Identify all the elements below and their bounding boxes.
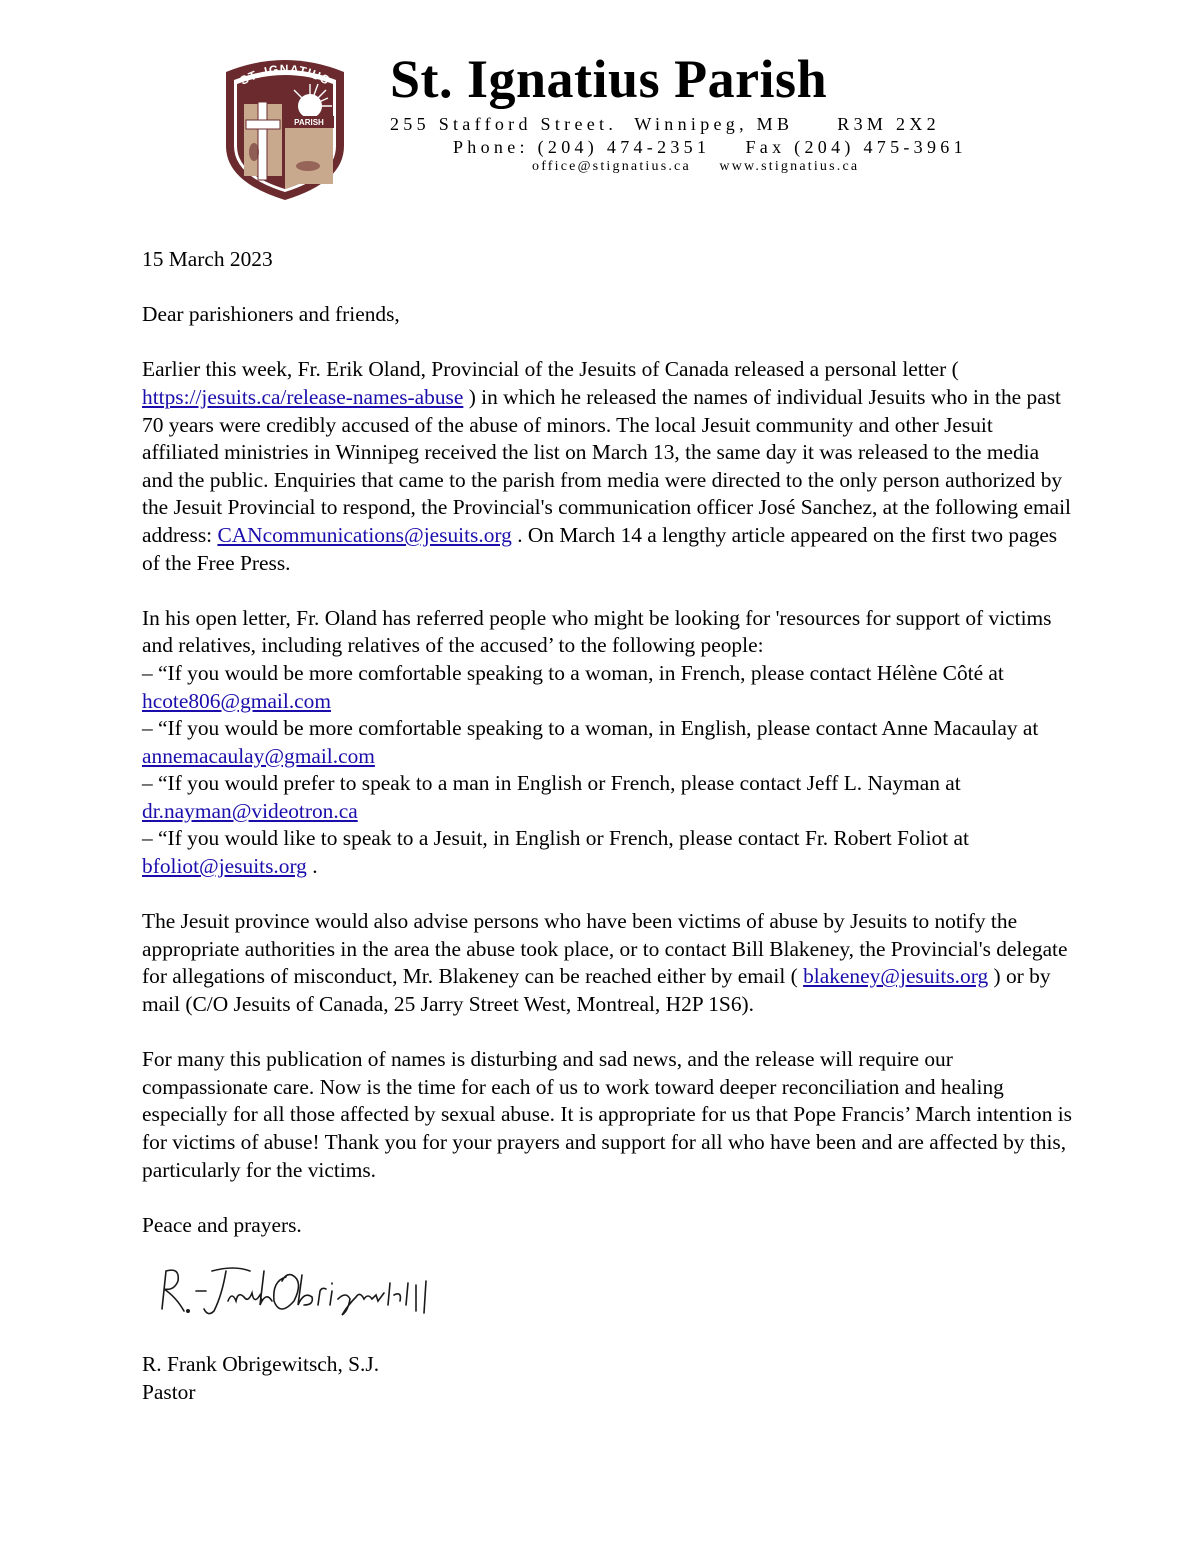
parish-name: St. Ignatius Parish (390, 49, 828, 109)
paragraph-announcement: Earlier this week, Fr. Erik Oland, Provincial of the Jesuits of Canada released a personal letter ( https://jesuits.ca/release-names-abuse ) in which he released the names of individual Jesuits who in the past 70 years were credibly accused of the abuse of minors. The local Jesuit community and other Jesuit affiliated ministries in Winnipeg received the list on March 13, the same day it was released to the media and the public. Enquiries that came to the parish from media were directed to the only person authorized by the Jesuit Provincial to respond, the Provincial's communication officer José Sanchez, at the following email address: CANcommunications@jesuits.org . On March 14 a lengthy article appeared on the first two pages of the Free Press. (142, 357, 1071, 575)
letterhead (0, 0, 1200, 210)
paragraph-authorities: The Jesuit province would also advise persons who have been victims of abuse by Jesuits to notify the appropriate authorities in the area the abuse took place, or to contact Bill Blakeney, the Provincial's delegate for allegations of misconduct, Mr. Blakeney can be reached either by email ( blakeney@jesuits.org ) or by mail (C/O Jesuits of Canada, 25 Jarry Street West, Montreal, H2P 1S6). (142, 909, 1068, 1017)
contact-item: – “If you would like to speak to a Jesuit, in English or French, please contact Fr. Robert Foliot at bfoliot@jesuits.org . (142, 826, 969, 879)
signer-title: Pastor (142, 1379, 196, 1404)
salutation: Dear parishioners and friends, (142, 302, 400, 327)
communications-email-link[interactable]: CANcommunications@jesuits.org (217, 522, 512, 547)
letter-date: 15 March 2023 (142, 247, 273, 271)
contact-item: – “If you would be more comfortable speaking to a woman, in English, please contact Anne Macaulay at annemacaulay@gmail.com (142, 716, 1039, 768)
letter-body (142, 246, 1072, 1407)
parish-crest-logo (222, 54, 348, 202)
address-line: 255 Stafford Street. Winnipeg, MB R3M 2X2 (390, 114, 940, 134)
blakeney-email-link[interactable]: blakeney@jesuits.org (803, 964, 989, 989)
macaulay-email-link[interactable]: annemacaulay@gmail.com (142, 743, 375, 768)
email-web-line: office@stignatius.ca www.stignatius.ca (532, 159, 860, 174)
foliot-email-link[interactable]: bfoliot@jesuits.org (142, 854, 307, 879)
contact-item: – “If you would be more comfortable speaking to a woman, in French, please contact Hélène Côté at hcote806@gmail.com (142, 660, 1004, 713)
svg-text:PARISH: PARISH (294, 118, 324, 127)
phone-fax-line: Phone: (204) 474-2351 Fax (204) 475-3961 (453, 137, 967, 157)
crest-shield-icon (222, 54, 348, 202)
svg-text:ST. IGNATIUS: ST. IGNATIUS (237, 61, 333, 88)
release-names-link[interactable]: https://jesuits.ca/release-names-abuse (142, 384, 464, 409)
paragraph-closing-thoughts: For many this publication of names is disturbing and sad news, and the release will require our compassionate care. Now is the time for each of us to work toward deeper reconciliation and healing especially for all those affected by sexual abuse. It is appropriate for us that Pope Francis’ March intention is for victims of abuse! Thank you for your prayers and support for all who have been and are affected by this, particularly for the victims. (142, 1047, 1073, 1182)
hcote-email-link[interactable]: hcote806@gmail.com (142, 688, 331, 713)
closing-line: Peace and prayers. (142, 1212, 302, 1237)
signature-icon (154, 1261, 454, 1321)
nayman-email-link[interactable]: dr.nayman@videotron.ca (142, 798, 358, 823)
contact-item: – “If you would prefer to speak to a man in English or French, please contact Jeff L. Nayman at dr.nayman@videotron.ca (142, 771, 961, 823)
paragraph-resources-intro: In his open letter, Fr. Oland has referred people who might be looking for 'resources for support of victims and relatives, including relatives of the accused’ to the following people: (142, 605, 1052, 658)
handwritten-signature (142, 1251, 1072, 1351)
signer-name: R. Frank Obrigewitsch, S.J. (142, 1352, 380, 1377)
